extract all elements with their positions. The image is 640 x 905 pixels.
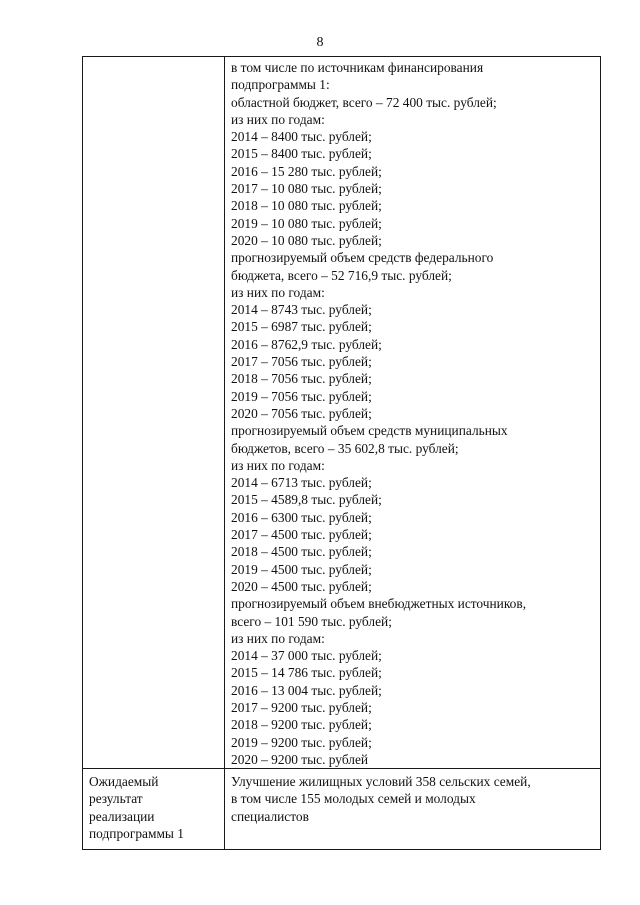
financing-line: 2018 – 4500 тыс. рублей;: [231, 544, 372, 560]
financing-line: 2016 – 6300 тыс. рублей;: [231, 509, 372, 525]
financing-line: в том числе по источникам финансирования: [231, 60, 484, 75]
financing-line: 2016 – 13 004 тыс. рублей;: [231, 682, 382, 698]
financing-line: 2018 – 10 080 тыс. рублей;: [231, 198, 382, 214]
financing-line: 2014 – 37 000 тыс. рублей;: [231, 648, 382, 664]
expected-result-label-line: подпрограммы 1: [89, 826, 184, 842]
expected-result-label-cell: [83, 769, 225, 850]
financing-line: 2015 – 8400 тыс. рублей;: [231, 146, 372, 162]
financing-line: 2015 – 14 786 тыс. рублей;: [231, 665, 382, 681]
financing-line: 2018 – 7056 тыс. рублей;: [231, 371, 372, 387]
financing-line: 2017 – 7056 тыс. рублей;: [231, 354, 372, 370]
table-row-financing: [83, 57, 601, 769]
financing-line: 2016 – 15 280 тыс. рублей;: [231, 163, 382, 179]
financing-line: из них по годам:: [231, 284, 325, 300]
program-table: [82, 56, 601, 850]
financing-line: 2018 – 9200 тыс. рублей;: [231, 717, 372, 733]
financing-line: 2014 – 6713 тыс. рублей;: [231, 475, 372, 491]
financing-line: 2015 – 6987 тыс. рублей;: [231, 319, 372, 335]
financing-line: 2020 – 9200 тыс. рублей: [231, 751, 369, 767]
expected-result-label-line: реализации: [89, 808, 155, 824]
financing-line: 2019 – 4500 тыс. рублей;: [231, 561, 372, 577]
expected-result-text-line: Улучшение жилищных условий 358 сельских семей,: [231, 774, 531, 790]
financing-line: 2017 – 4500 тыс. рублей;: [231, 527, 372, 543]
expected-result-label-line: результат: [89, 791, 143, 807]
financing-line: из них по годам:: [231, 630, 325, 646]
expected-result-text-line: в том числе 155 молодых семей и молодых: [231, 791, 476, 807]
financing-line: прогнозируемый объем средств федерального: [231, 250, 494, 266]
financing-line: 2020 – 4500 тыс. рублей;: [231, 578, 372, 594]
financing-line: бюджетов, всего – 35 602,8 тыс. рублей;: [231, 440, 459, 456]
financing-line: всего – 101 590 тыс. рублей;: [231, 613, 392, 629]
financing-line: областной бюджет, всего – 72 400 тыс. рублей;: [231, 94, 497, 110]
expected-result-text-cell: [225, 769, 601, 850]
financing-line: 2016 – 8762,9 тыс. рублей;: [231, 336, 382, 352]
financing-line: 2019 – 10 080 тыс. рублей;: [231, 215, 382, 231]
financing-line: 2017 – 9200 тыс. рублей;: [231, 699, 372, 715]
financing-line: из них по годам:: [231, 457, 325, 473]
financing-line: прогнозируемый объем средств муниципальных: [231, 423, 508, 439]
financing-line: 2015 – 4589,8 тыс. рублей;: [231, 492, 382, 508]
financing-line: 2014 – 8743 тыс. рублей;: [231, 302, 372, 318]
financing-line: бюджета, всего – 52 716,9 тыс. рублей;: [231, 267, 452, 283]
financing-line: 2020 – 10 080 тыс. рублей;: [231, 232, 382, 248]
financing-line: 2017 – 10 080 тыс. рублей;: [231, 181, 382, 197]
financing-line: из них по годам:: [231, 111, 325, 127]
expected-result-label-line: Ожидаемый: [89, 774, 159, 790]
financing-line: 2019 – 7056 тыс. рублей;: [231, 388, 372, 404]
financing-label-cell: [83, 57, 225, 769]
financing-line: 2014 – 8400 тыс. рублей;: [231, 129, 372, 145]
financing-line: прогнозируемый объем внебюджетных источников,: [231, 596, 527, 612]
financing-line: 2020 – 7056 тыс. рублей;: [231, 405, 372, 421]
table-row-expected-result: [83, 769, 601, 850]
page-number: 8: [316, 35, 324, 50]
expected-result-text-line: специалистов: [231, 808, 309, 824]
financing-sources-cell: [225, 57, 601, 769]
financing-line: 2019 – 9200 тыс. рублей;: [231, 734, 372, 750]
financing-line: подпрограммы 1:: [231, 77, 330, 93]
